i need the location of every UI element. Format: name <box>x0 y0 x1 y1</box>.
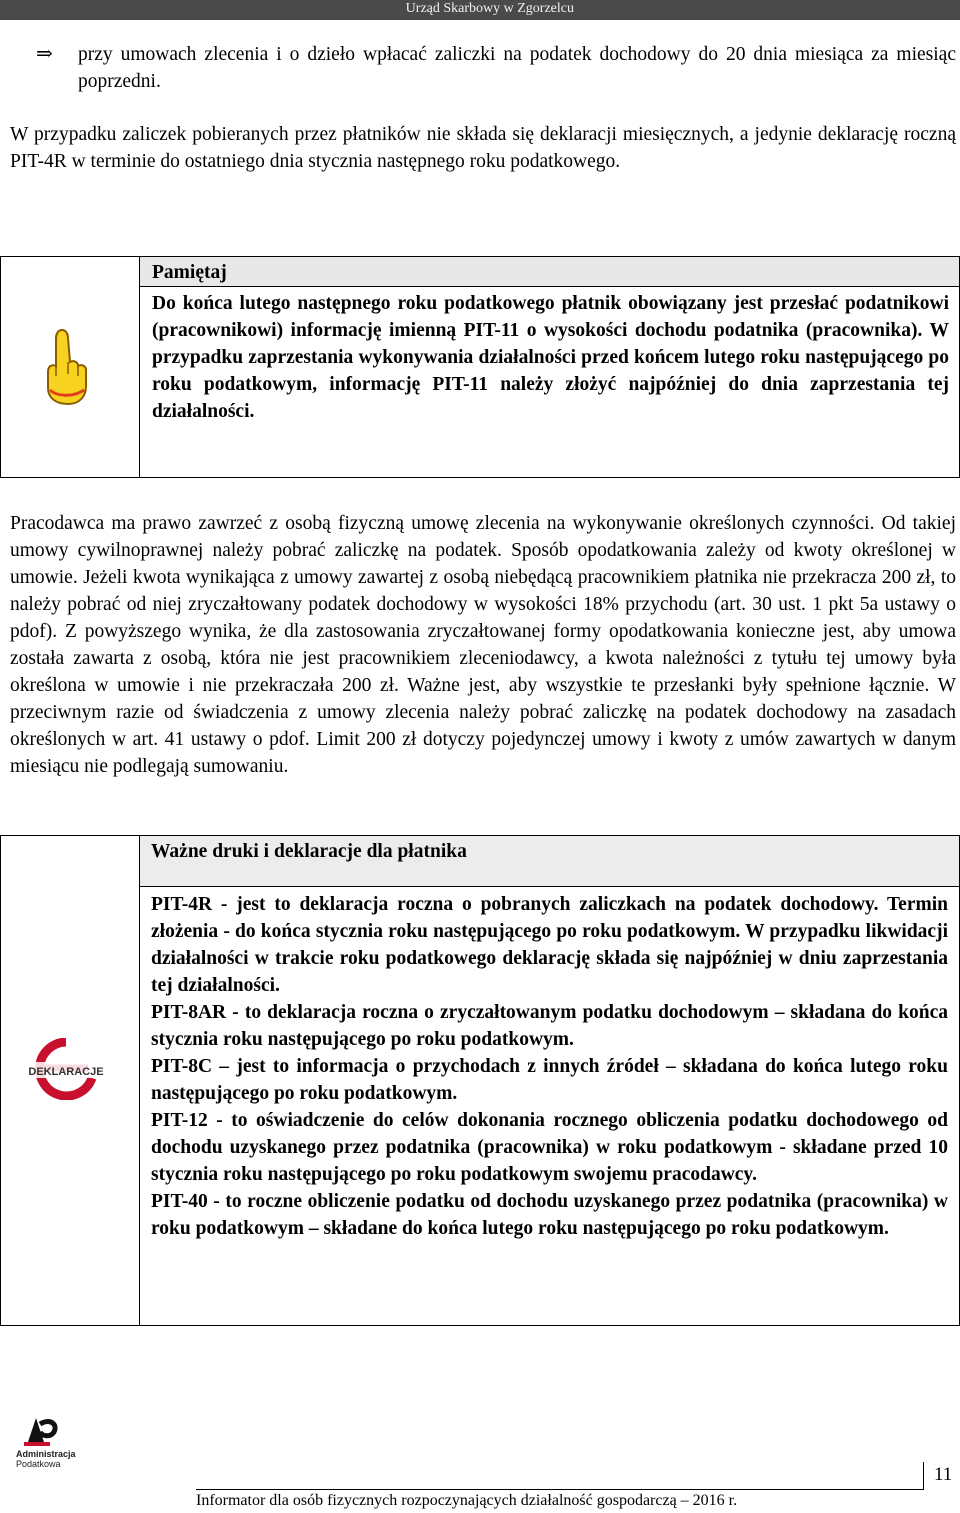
form-item-pit4r: PIT-4R - jest to deklaracja roczna o pobranych zaliczkach na podatek dochodowy. Termin złożenia - do końca stycznia roku następującego po roku podatkowym. W przypadku likwidacji działalności w trakcie roku podatkowego deklarację składa się najpóźniej w dniu zaprzestania tej działalności. <box>151 894 948 996</box>
logo-text <box>16 1449 96 1469</box>
page-header <box>0 0 960 20</box>
header-title: Urząd Skarbowy w Zgorzelcu <box>405 1 574 16</box>
forms-title: Ważne druki i deklaracje dla płatnika <box>151 841 467 862</box>
logo-text-line2: Podatkowa <box>16 1459 61 1469</box>
form-item-pit40: PIT-40 - to roczne obliczenie podatku od dochodu uzyskanego przez podatnika (pracownika) w roku podatkowym – składane do końca lutego roku następującego po roku podatkowym. <box>151 1191 948 1239</box>
form-item-pit8c: PIT-8C – jest to informacja o przychodach z innych źródeł – składana do końca lutego roku następującego po roku podatkowym. <box>151 1056 948 1104</box>
footer-text: Informator dla osób fizycznych rozpoczynających działalność gospodarczą – 2016 r. <box>196 1492 738 1509</box>
bullet-text: przy umowach zlecenia i o dzieło wpłacać zaliczki na podatek dochodowy do 20 dnia miesiąca za miesiąc poprzedni. <box>78 44 956 92</box>
paragraph-umowa-zlecenia: Pracodawca ma prawo zawrzeć z osobą fizyczną umowę zlecenia na wykonywanie określonych czynności. Od takiej umowy cywilnoprawnej należy pobrać zaliczkę na podatek. Sposób opodatkowania zależy od kwoty określonej w umowie. Jeżeli kwota wynikająca z umowy zawartej z osobą niebędącą pracownikiem płatnika nie przekracza 200 zł, to należy pobrać od niej zryczałtowany podatek dochodowy w wysokości 18% przychodu (art. 30 ust. 1 pkt 5a ustawy o pdof). Z powyższego wynika, że dla zastosowania zryczałtowanej formy opodatkowania konieczne jest, aby umowa została zawarta z osobą, która nie jest pracownikiem zleceniodawcy, a kwota należności z tytułu tej umowy była określona w umowie i nie przekraczała 200 zł. Ważne jest, aby wszystkie te przesłanki były spełnione łącznie. W przeciwnym razie od świadczenia z umowy zlecenia należy pobrać zaliczkę na podatek dochodowy na zasadach określonych w art. 41 ustawy o pdof. Limit 200 zł dotyczy pojedynczej umowy i kwoty z umów zawartych w danym miesiącu nie podlegają sumowaniu. <box>10 513 956 777</box>
bullet-item <box>10 41 956 95</box>
e-deklaracje-logo-icon <box>14 1038 118 1100</box>
footer-rule <box>196 1489 924 1490</box>
page-number: 11 <box>934 1464 953 1485</box>
arrow-bullet-icon: ⇒ <box>36 43 53 65</box>
footer-vertical-rule <box>923 1462 924 1490</box>
reminder-title-band <box>140 257 959 287</box>
reminder-body: Do końca lutego następnego roku podatkowego płatnik obowiązany jest przesłać podatnikowi (pracownikowi) informację imienną PIT-11 o wysokości dochodu podatnika (pracownika). W przypadku zaprzestania wykonywania działalności przed końcem lutego roku następującego po roku podatkowym, informację PIT-11 należy złożyć najpóźniej do dnia zaprzestania tej działalności. <box>152 293 949 422</box>
reminder-box <box>0 256 960 478</box>
pointing-hand-icon <box>38 326 94 406</box>
e-deklaracje-label: DEKLARACJE <box>28 1066 104 1078</box>
form-item-pit12: PIT-12 - to oświadczenie do celów dokonania rocznego obliczenia podatku dochodowego od dochodu uzyskanego przez podatnika (pracownika) w roku podatkowym - składane przed 10 stycznia roku następującego po roku podatkowym swojemu pracodawcy. <box>151 1110 948 1185</box>
paragraph-zaliczki: W przypadku zaliczek pobieranych przez płatników nie składa się deklaracji miesięcznych, a jedynie deklarację roczną PIT-4R w terminie do ostatniego dnia stycznia następnego roku podatkowego. <box>10 124 956 172</box>
reminder-title: Pamiętaj <box>152 262 227 283</box>
logo-text-line1: Administracja <box>16 1449 76 1459</box>
form-item-pit8ar: PIT-8AR - to deklaracja roczna o zryczałtowanym podatku dochodowym – składana do końca stycznia roku następującego po roku podatkowym. <box>151 1002 948 1050</box>
forms-list <box>151 891 948 1242</box>
